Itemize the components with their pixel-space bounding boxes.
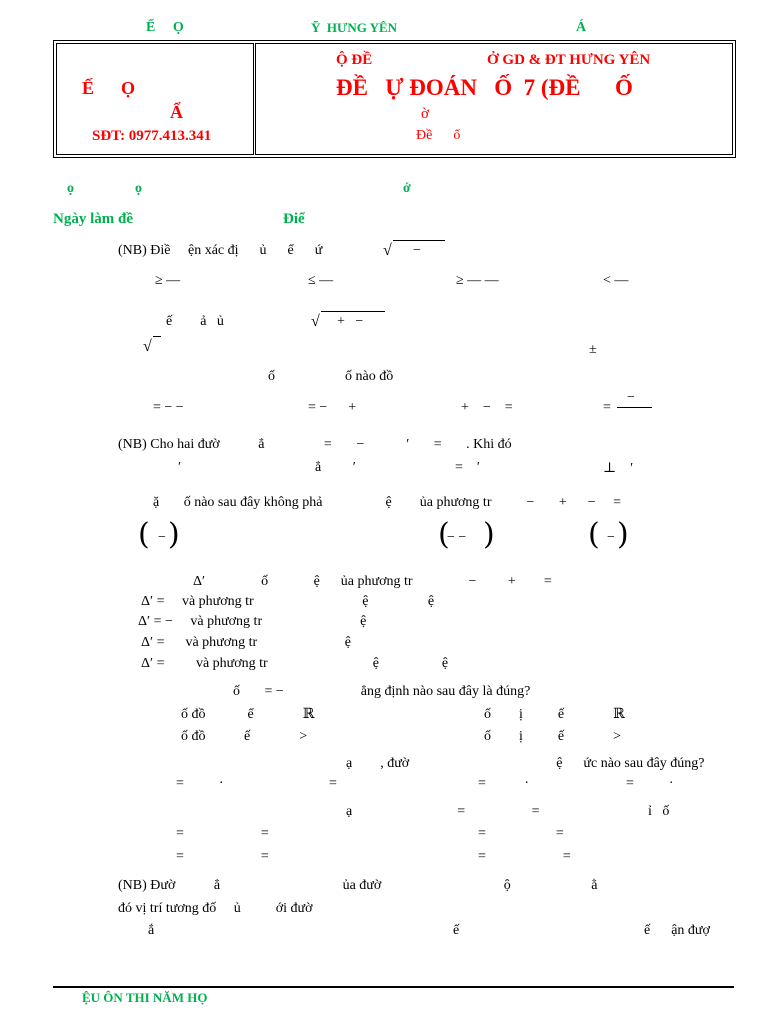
q3-option-a: ′: [178, 460, 182, 475]
q3-option-c: = ′: [455, 460, 480, 475]
q1-option-a: ≥ —: [155, 273, 181, 288]
q3-stem: (NB) Cho hai đườ ẳ = − ′ = . Khi đó: [118, 437, 512, 452]
q2-option-d-num: −: [627, 390, 635, 405]
q9-option-a: ắ: [148, 923, 155, 938]
q7-option-a: = ·: [176, 776, 224, 791]
q4-a-paren-left: (: [138, 517, 150, 552]
q2-line: ố ố nào đồ: [268, 369, 394, 384]
q2-radical-sign-2: √: [143, 338, 152, 355]
q5-option-b: Δ′ = − và phương tr ệ: [138, 614, 367, 629]
q4-a-content: −: [158, 530, 166, 545]
footer-rule: [53, 986, 734, 988]
q5-stem: Δ′ ố ệ ủa phương tr − + =: [193, 574, 552, 589]
info-line1-a: ọ: [67, 181, 74, 196]
q1-option-c: ≥ — —: [456, 273, 499, 288]
header-left: Ế Ọ: [146, 20, 184, 35]
box-right-line1b: Ở GD & ĐT HƯNG YÊN: [487, 52, 651, 68]
q4-d-content: −: [607, 530, 615, 545]
q2-option-d: =: [603, 400, 611, 415]
q2-radical-bar-2: [153, 336, 161, 337]
q5-option-c: Δ′ = và phương tr ệ: [141, 635, 351, 650]
q1-option-d: < —: [603, 273, 629, 288]
q2-radical-content: + −: [337, 314, 364, 329]
q6-option-d: ố ị ế >: [484, 729, 621, 744]
q2-radical-bar: [321, 311, 385, 312]
q5-option-a: Δ′ = và phương tr ệ ệ: [141, 594, 435, 609]
q2-stem: ế ả ủ: [166, 314, 224, 329]
q9-option-b: ế: [453, 923, 460, 938]
q9-option-c: ế ận đượ: [644, 923, 710, 938]
header-center: Ỹ HƯNG YÊN: [311, 20, 398, 35]
q8-option-a: = =: [176, 826, 269, 841]
q2-option-a: = − −: [153, 400, 184, 415]
q7-stem: ạ , đườ ệ ức nào sau đây đúng?: [346, 756, 705, 771]
q4-c-paren-left: (: [438, 517, 450, 552]
q1-option-b: ≤ —: [308, 273, 334, 288]
box-left-line1: Ế Ọ: [82, 78, 136, 98]
q4-a-paren-right: ): [168, 517, 180, 552]
q1-stem: (NB) Điề ện xác đị ủ ể ứ: [118, 243, 323, 258]
info-line1-b: ọ: [135, 181, 142, 196]
q7-option-b: =: [329, 776, 337, 791]
q4-stem: ặ ố nào sau đây không phả ệ ủa phương tr − + − =: [153, 495, 622, 510]
q1-radical-bar: [393, 240, 445, 241]
box-left-line2: Ẩ: [170, 102, 183, 122]
q2-option-b: = − +: [308, 400, 357, 415]
q6-option-a: ố đồ ể ℝ: [181, 707, 315, 722]
q2-radical-sign: √: [311, 313, 320, 330]
q6-option-b: ố ị ế ℝ: [484, 707, 625, 722]
q9-stem: (NB) Đườ ẳ ủa đườ ộ ằ: [118, 878, 598, 893]
box-line4: Đề ổ: [416, 128, 461, 143]
q8-stem: ạ = = ỉ ố: [346, 804, 670, 819]
q6-option-c: ố đồ ế >: [181, 729, 308, 744]
q7-option-c: = ·: [478, 776, 530, 791]
q4-d-paren-left: (: [588, 517, 600, 552]
q7-option-d: = ·: [626, 776, 674, 791]
q8-option-c: = =: [176, 849, 269, 864]
box-phone: SĐT: 0977.413.341: [92, 128, 212, 144]
box-line3: ờ: [421, 106, 429, 122]
q2-option-c: + − =: [461, 400, 513, 415]
q8-option-d: = =: [478, 849, 571, 864]
q5-option-d: Δ′ = và phương tr ệ ệ: [141, 656, 449, 671]
q4-c-content: − −: [447, 530, 467, 545]
q6-stem: ố = − ẳng định nào sau đây là đúng?: [233, 684, 531, 699]
header-right: Á: [576, 20, 587, 35]
q3-option-b: ẳ ′: [315, 460, 356, 475]
info-line1-c: ớ: [403, 181, 411, 196]
footer-text: ỆU ÔN THI NĂM HỌ: [82, 990, 208, 1005]
q1-radical-sign: √: [383, 242, 392, 259]
q1-radical-content: −: [413, 243, 421, 258]
q8-option-b: = =: [478, 826, 564, 841]
box-title: ĐỀ Ự ĐOÁN Ố 7 (ĐỀ Ố: [336, 75, 633, 100]
box-right-line1a: Ộ ĐỀ: [336, 52, 373, 68]
date-label: Ngày làm đề: [53, 211, 133, 227]
q9-stem-2: đó vị trí tương đố ủ ới đườ: [118, 901, 313, 916]
q2-option-d-bar: [617, 407, 652, 408]
q4-d-paren-right: ): [617, 517, 629, 552]
score-label: Điể: [283, 211, 305, 227]
q4-c-paren-right: ): [483, 517, 495, 552]
q2-pm: ±: [589, 342, 597, 357]
q3-option-d: ⊥ ′: [603, 461, 634, 476]
